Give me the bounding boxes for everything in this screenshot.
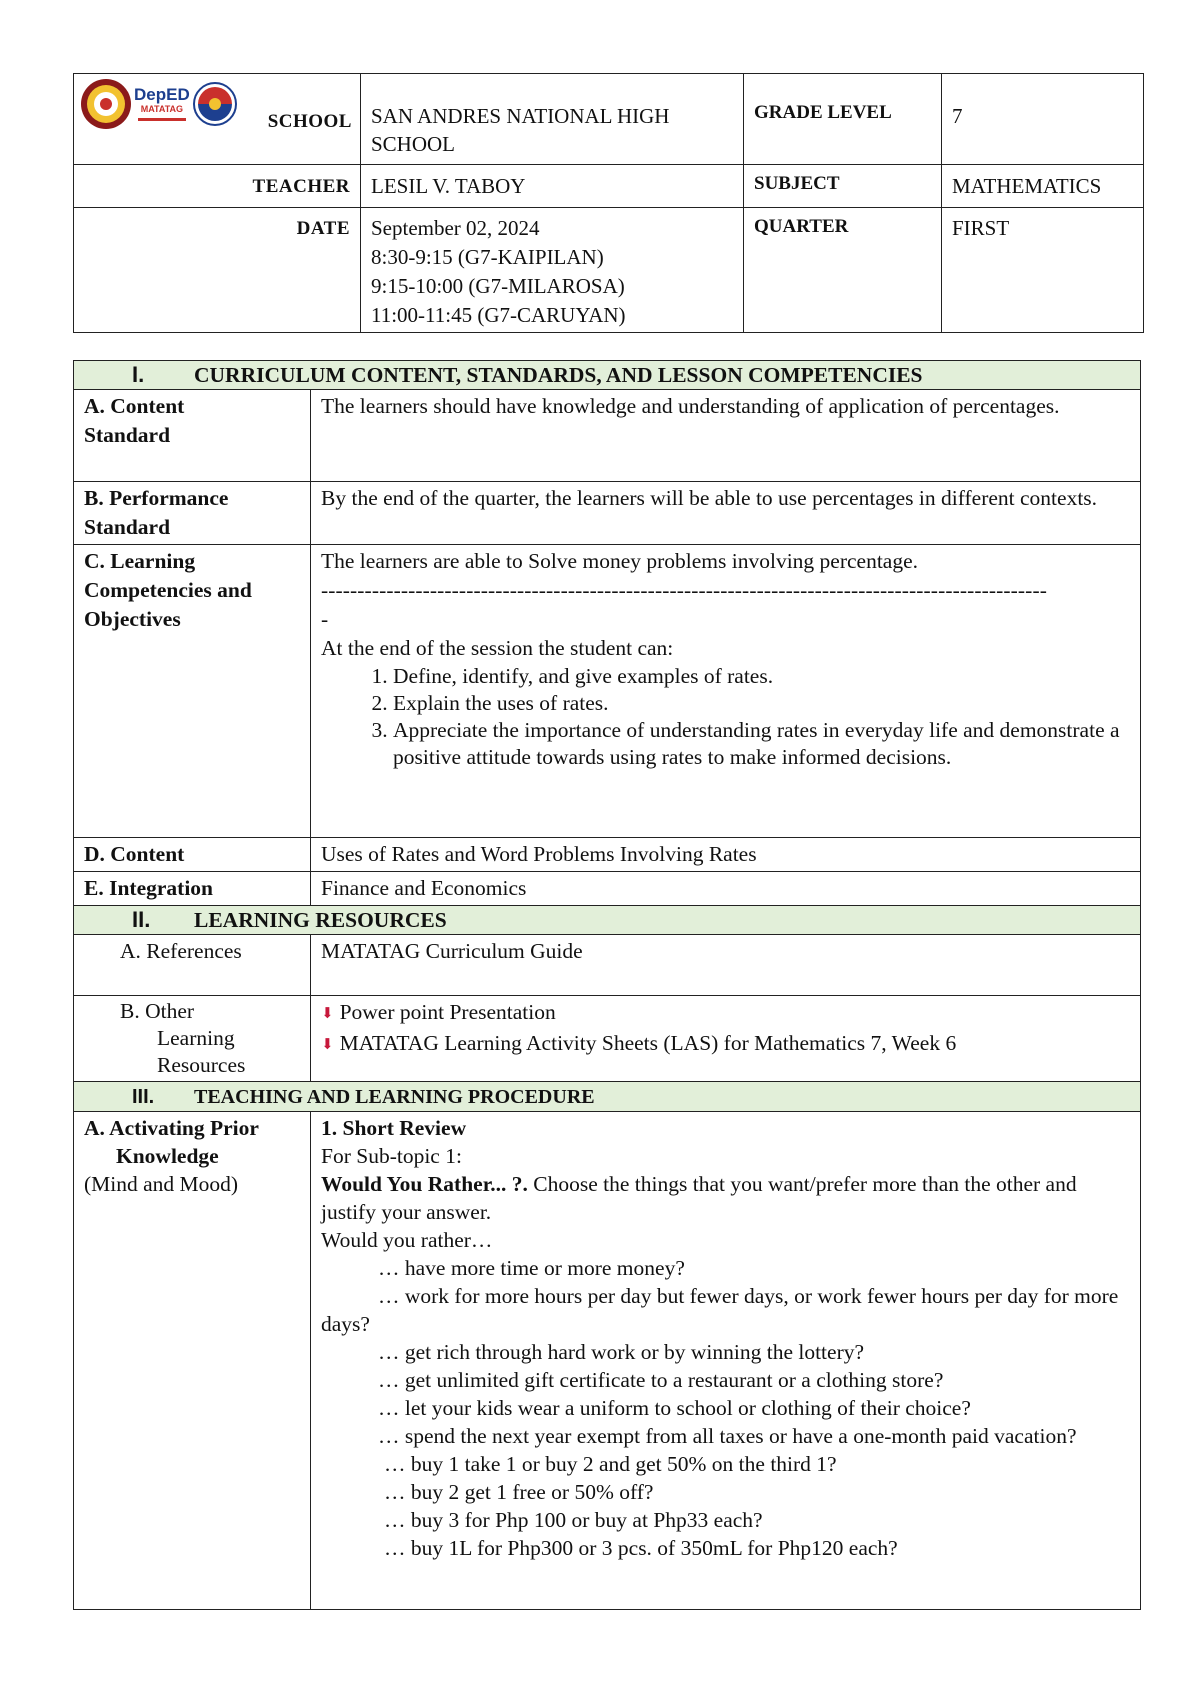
objectives-intro: At the end of the session the student can: [321,636,674,660]
section-2-header [74,906,1141,935]
resource-item: ⬇ Power point Presentation [321,998,1130,1029]
integration-text: Finance and Economics [311,872,1141,906]
question-item: … get rich through hard work or by winning the lottery? [378,1340,865,1364]
dash-tail: - [321,607,329,631]
section-number: I. [132,362,145,387]
content-standard-text: The learners should have knowledge and understanding of application of percentages. [311,390,1141,482]
school-label: SCHOOL [267,111,352,132]
content-label: D. Content [74,838,311,872]
references-text: MATATAG Curriculum Guide [311,935,1141,996]
grade-level-label: GRADE LEVEL [744,74,942,165]
section-1-header [74,361,1141,390]
competencies-cell [311,545,1141,838]
would-you-rather-lead: Would you rather… [321,1228,493,1252]
grade-level-value: 7 [942,74,1144,165]
question-item: … buy 3 for Php 100 or buy at Php33 each? [384,1508,763,1532]
references-label: A. References [74,935,311,996]
question-item: … buy 1 take 1 or buy 2 and get 50% on the third 1? [384,1452,837,1476]
schedule-line: 8:30-9:15 (G7-KAIPILAN) [371,245,604,269]
date-lines [361,208,744,333]
other-resources-label: B. Other Learning Resources [74,996,311,1082]
competencies-label: C. Learning Competencies and Objectives [74,545,311,838]
dash-separator: ---------------------------------------------------------------------------------------------------- [321,578,1047,602]
date-line: September 02, 2024 [371,216,540,240]
arrow-bullet-icon: ⬇ [321,1037,334,1053]
performance-standard-text: By the end of the quarter, the learners will be able to use percentages in different contexts. [311,482,1141,545]
header-table [73,73,1144,333]
objective-item: 1. Define, identify, and give examples of rates. [393,663,1130,690]
school-name: SAN ANDRES NATIONAL HIGH SCHOOL [361,74,744,165]
short-review-title: 1. Short Review [321,1116,467,1140]
prior-knowledge-content [311,1112,1141,1610]
would-you-rather-instructions: Would You Rather... ?. Choose the things that you want/prefer more than the other and justify your answer. [321,1172,1077,1224]
teacher-label: TEACHER [74,165,361,208]
subtopic-label: For Sub-topic 1: [321,1144,462,1168]
resource-item: ⬇ MATATAG Learning Activity Sheets (LAS) for Mathematics 7, Week 6 [321,1029,1130,1060]
subject-label: SUBJECT [744,165,942,208]
date-label: DATE [74,208,361,333]
school-label-cell [74,74,361,165]
content-standard-label: A. Content Standard [74,390,311,482]
question-item: … buy 2 get 1 free or 50% off? [384,1480,654,1504]
section-title: CURRICULUM CONTENT, STANDARDS, AND LESSON COMPETENCIES [194,363,923,387]
question-item: … spend the next year exempt from all taxes or have a one-month paid vacation? [378,1424,1077,1448]
integration-label: E. Integration [74,872,311,906]
performance-standard-label: B. Performance Standard [74,482,311,545]
quarter-label: QUARTER [744,208,942,333]
objective-item: 2. Explain the uses of rates. [393,690,1130,717]
schedule-line: 11:00-11:45 (G7-CARUYAN) [371,303,626,327]
question-item: … buy 1L for Php300 or 3 pcs. of 350mL for Php120 each? [384,1536,898,1560]
subject-value: MATHEMATICS [942,165,1144,208]
section-3-header [74,1082,1141,1112]
prior-knowledge-label: A. Activating Prior Knowledge (Mind and Mood) [74,1112,311,1610]
teacher-name: LESIL V. TABOY [361,165,744,208]
bagong-pilipinas-logo [192,81,238,127]
objective-item: 3. Appreciate the importance of understanding rates in everyday life and demonstrate a positive attitude towards using rates to make informed decisions. [393,717,1130,771]
competency-text: The learners are able to Solve money problems involving percentage. [321,549,919,573]
school-seal-logo [80,78,132,130]
lesson-plan-table [73,360,1141,1610]
section-title: LEARNING RESOURCES [194,908,447,932]
schedule-line: 9:15-10:00 (G7-MILAROSA) [371,274,625,298]
question-item: … have more time or more money? [378,1256,685,1280]
arrow-bullet-icon: ⬇ [321,1006,334,1022]
other-resources-list [311,996,1141,1082]
section-number: II. [132,907,151,932]
deped-logo: DepED MATATAG [134,88,190,121]
section-title: TEACHING AND LEARNING PROCEDURE [194,1086,595,1108]
section-number: III. [132,1086,155,1108]
content-text: Uses of Rates and Word Problems Involving Rates [311,838,1141,872]
question-item: … let your kids wear a uniform to school or clothing of their choice? [378,1396,971,1420]
question-item: … get unlimited gift certificate to a restaurant or a clothing store? [378,1368,944,1392]
question-item: … work for more hours per day but fewer days, or work fewer hours per day for more days? [321,1284,1119,1336]
objectives-list [321,663,1130,771]
quarter-value: FIRST [942,208,1144,333]
logos [80,78,238,130]
